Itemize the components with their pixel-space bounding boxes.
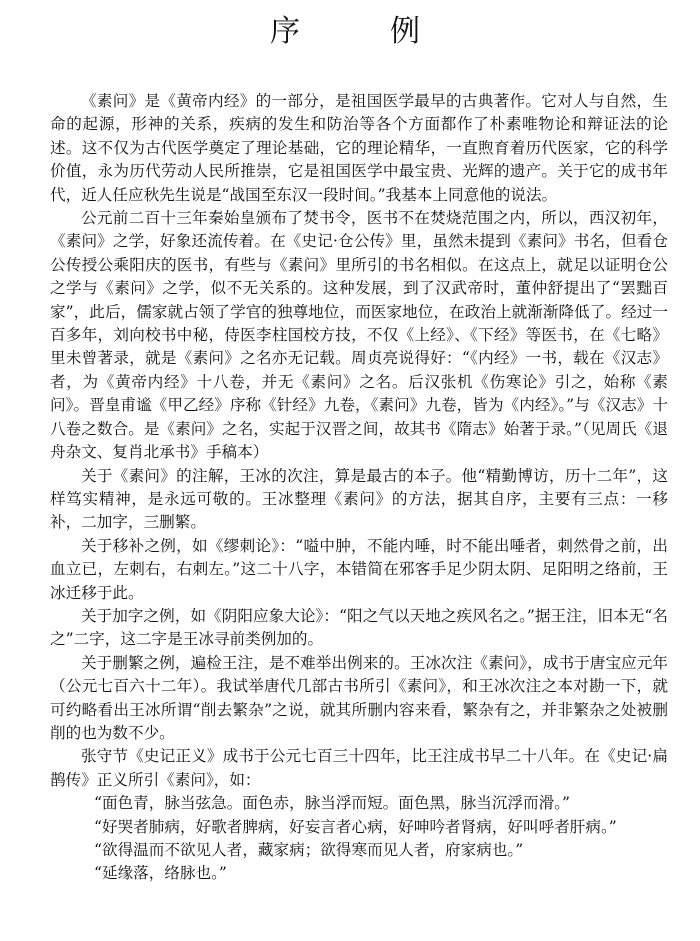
paragraph-deletion: 关于删繁之例，遍检王注，是不难举出例来的。王冰次注《素问》，成书于唐宝应元年（公元七百六十二年）。我试举唐代几部古书所引《素问》，和王冰次注之本对勘一下，就可约略看出王冰所谓“削去繁杂”之说，就其所删内容来看，繁杂有之，并非繁杂之处被删削的也为数不少。 <box>50 653 668 742</box>
paragraph-history: 公元前二百十三年秦始皇颁布了焚书令，医书不在焚烧范围之内，所以，西汉初年，《素问》之学，好象还流传着。在《史记·仓公传》里，虽然未提到《素问》书名，但看仓公传授公乘阳庆的医书，有些与《素问》里所引的书名相似。在这点上，就足以证明仓公之学与《素问》之学，似不无关系的。这种发展，到了汉武帝时，董仲舒提出了“罢黜百家”，此后，儒家就占领了学官的独尊地位，而医家地位，在政治上就渐渐降低了。经过一百多年，刘向校书中秘，侍医李柱国校方技，不仅《上经》、《下经》等医书，在《七略》里未曾著录，就是《素问》之名亦无记载。周贞亮说得好：“《内经》一书，载在《汉志》者，为《黄帝内经》十八卷，并无《素问》之名。后汉张机《伤寒论》引之，始称《素问》。晋皇甫谧《甲乙经》序称《针经》九卷，《素问》九卷，皆为《内经》。”与《汉志》十八卷之数合。是《素问》之名，实起于汉晋之间，故其书《隋志》始著于录。”（见周氏《退舟杂文、复肖北承书》手稿本） <box>50 209 668 462</box>
paragraph-addition: 关于加字之例，如《阴阳应象大论》：“阳之气以天地之疾风名之。”据王注，旧本无“名之”二字，这二字是王冰寻前类例加的。 <box>50 606 668 649</box>
paragraph-shiji: 张守节《史记正义》成书于公元七百三十四年，比王注成书早二十八年。在《史记·扁鹊传》正义所引《素问》，如： <box>50 747 668 789</box>
document-body <box>50 90 668 886</box>
paragraph-intro: 《素问》是《黄帝内经》的一部分，是祖国医学最早的古典著作。它对人与自然，生命的起源，形神的关系，疾病的发生和防治等各个方面都作了朴素唯物论和辩证法的论述。这不仅为古代医学奠定了理论基础，它的理论精华，一直煦育着历代医家，它的科学价值，永为历代劳动人民所推崇，它是祖国医学中最宝贵、光辉的遗产。关于它的成书年代，近人任应秋先生说是“战国至东汉一段时间。”我基本上同意他的说法。 <box>50 92 668 204</box>
quote-line: “好哭者肺病，好歌者脾病，好妄言者心病，好呻吟者肾病，好叫呼者肝病。” <box>94 817 617 836</box>
quote-line: “延缘落，络脉也。” <box>94 864 227 883</box>
quote-line: “面色青，脉当弦急。面色赤，脉当浮而短。面色黑，脉当沉浮而滑。” <box>94 794 570 813</box>
page-title: 序 例 <box>270 14 450 49</box>
paragraph-relocation: 关于移补之例，如《缪刺论》：“嗌中肿，不能内唾，时不能出唾者，刺然骨之前，出血立已，左刺右，右刺左。”这二十八字，本错简在邪客手足少阴太阴、足阳明之络前，王冰迁移于此。 <box>50 536 668 602</box>
quote-line: “欲得温而不欲见人者，藏家病；欲得寒而见人者，府家病也。” <box>94 841 524 859</box>
paragraph-annotation: 关于《素问》的注解，王冰的次注，算是最古的本子。他“精勤博访，历十二年”，这样笃实精神，是永远可敬的。王冰整理《素问》的方法，据其自序，主要有三点：一移补，二加字，三删繁。 <box>50 466 668 532</box>
